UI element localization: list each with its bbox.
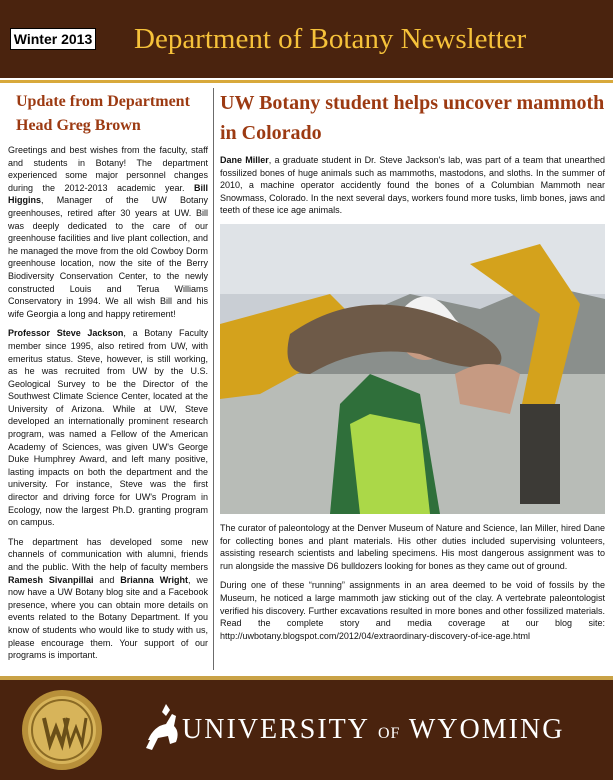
newsletter-title: Department of Botany Newsletter: [134, 23, 527, 55]
name-steve-jackson: Professor Steve Jackson: [8, 328, 124, 339]
right-article-heading: UW Botany student helps uncover mammoth in Colorado: [220, 92, 605, 144]
right-column: [220, 88, 605, 649]
right-paragraph-2: The curator of paleontology at the Denver Museum of Nature and Science, Ian Miller, hired Dane for collecting bones and plant materials. His other duties included supervising volunteers, assisting research scientists and labeling specimens. His most dangerous assignment was to run alongside the massive D6 bulldozers looking for bones as they came out of ground.: [220, 522, 605, 571]
left-paragraph-2: Professor Steve Jackson, a Botany Faculty member since 1995, also retired from UW, with emeritus status. Steve, however, is still working, as he was recruited from UW by the U.S. Geological Survey to be the Director of the Southwest Climate Science Center, located at the University of Arizona. While at UW, Steve developed an internationally prominent research program, was named a Fellow of the American Academy of Sciences, was given UW's George Duke Humphrey Award, and left many positive, lasting impacts on both the department and the university. For instance, Steve was the first director and driving force for UW's Program in Ecology, now the largest Ph.D. granting program on campus.: [8, 328, 208, 528]
issue-season-badge: Winter 2013: [10, 28, 96, 50]
university-seal-logo: [20, 688, 104, 772]
university-wordmark: [182, 714, 564, 746]
name-dane-miller: Dane Miller: [220, 155, 269, 165]
left-article-heading: Update from Department Head Greg Brown: [16, 93, 190, 134]
left-paragraph-1: Greetings and best wishes from the faculty, staff and students in Botany! The department experienced some major personnel changes during the 2012-2013 academic year. Bill Higgins, Manager of the UW Botany greenhouses, retired after 30 years at UW. Bill was deeply dedicated to the care of our greenhouse facilities and live plant collection, and he managed the move from the old Cowboy Dorm greenhouse location, now the site of the Berry Biodiversity Conservation Center, to the newly constructed Louis and Terua Williams Conservatory in 1994. We all wish Bill and his wife Georgia a long and happy retirement!: [8, 145, 208, 319]
wordmark-university: UNIVERSITY: [182, 714, 369, 745]
mammoth-bone-photo: [220, 224, 605, 514]
right-paragraph-1: Dane Miller, a graduate student in Dr. Steve Jackson's lab, was part of a team that unearthed fossilized bones of huge animals such as mammoths, mastodons, and sloths. In the summer of 2010, a machine operator accidently found the bones of a Columbian Mammoth near Snowmass, Colorado. In the next several days, workers found more tusks, limb bones, jaws and teeth of these ice age animals.: [220, 155, 605, 216]
right-paragraph-3: During one of these “running” assignments in an area deemed to be void of fossils by the Museum, he noticed a large mammoth jaw sticking out of the clay. A vertebrate paleontologist verified his discovery. Further excavations resulted in more bones and other fossilized materials. Read the complete story and media coverage at our blog site: http://uwbotany.blogspot.com/2012/04/extraordinary-discovery-of-ice-age.html: [220, 580, 605, 641]
name-ramesh: Ramesh Sivanpillai: [8, 574, 94, 585]
header-divider: [0, 80, 613, 83]
left-column: [8, 90, 208, 669]
left-paragraph-3: The department has developed some new channels of communication with alumni, friends and the public. With the help of faculty members Ramesh Sivanpillai and Brianna Wright, we now have a UW Botany blog site and a Facebook presence, where you can obtain more details on events related to the Botany Department. If you know of students who would like to study with us, please encourage them. Your support of our programs is important.: [8, 536, 208, 661]
wordmark-wyoming: WYOMING: [408, 714, 565, 745]
name-bill-higgins: Bill Higgins: [8, 182, 208, 206]
column-divider: [213, 88, 214, 670]
bucking-horse-icon: [140, 700, 184, 756]
wordmark-of: OF: [377, 725, 401, 742]
name-brianna: Brianna Wright: [120, 574, 189, 585]
newsletter-header: [0, 0, 613, 78]
